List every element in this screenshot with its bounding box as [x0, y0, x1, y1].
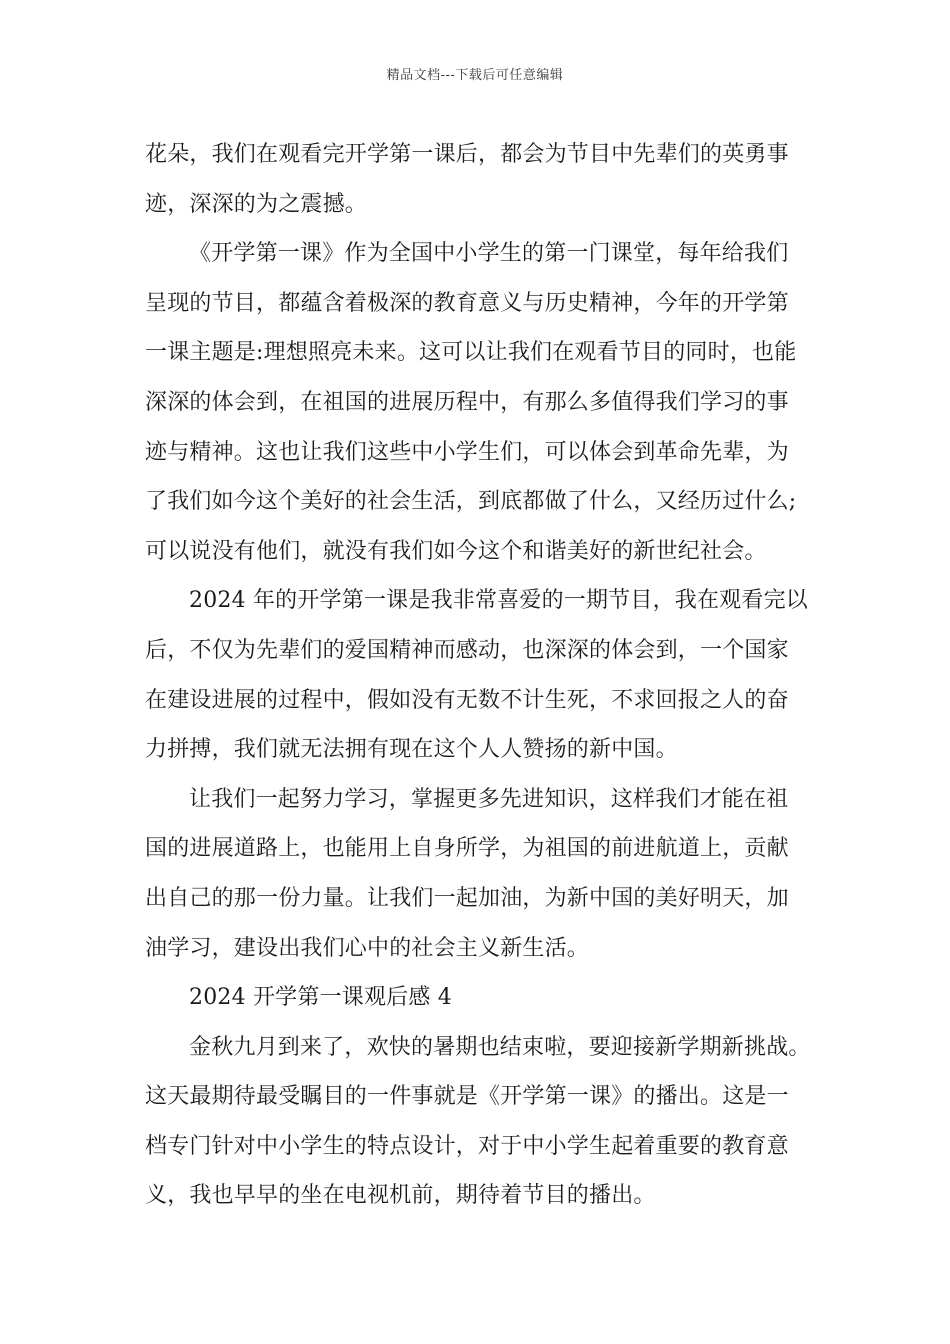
text-line: 迹，深深的为之震撼。 [145, 191, 368, 217]
text-line: 一课主题是:理想照亮未来。这可以让我们在观看节目的同时，也能 [145, 340, 797, 366]
text-line: 花朵，我们在观看完开学第一课后，都会为节目中先辈们的英勇事 [145, 142, 789, 167]
text-line: 这天最期待最受瞩目的一件事就是《开学第一课》的播出。这是一 [145, 1084, 789, 1110]
text-line: 呈现的节目，都蕴含着极深的教育意义与历史精神，今年的开学第 [145, 290, 789, 316]
text-line: 迹与精神。这也让我们这些中小学生们，可以体会到革命先辈，为 [145, 439, 789, 465]
paragraph-start-line: 《开学第一课》作为全国中小学生的第一门课堂，每年给我们 [189, 241, 789, 267]
document-body [145, 130, 815, 1221]
paragraph-start-line: 2024 年的开学第一课是我非常喜爱的一期节目，我在观看完以 [189, 588, 808, 614]
text-line: 出自己的那一份力量。让我们一起加油，为新中国的美好明天，加 [145, 885, 789, 911]
text-line: 深深的体会到，在祖国的进展历程中，有那么多值得我们学习的事 [145, 389, 789, 415]
text-line: 国的进展道路上，也能用上自身所学，为祖国的前进航道上，贡献 [145, 836, 789, 862]
paragraph-start-line: 让我们一起努力学习，掌握更多先进知识，这样我们才能在祖 [189, 786, 789, 812]
section-heading: 2024 开学第一课观后感 4 [189, 985, 452, 1011]
text-line: 了我们如今这个美好的社会生活，到底都做了什么，又经历过什么; [145, 489, 797, 515]
text-line: 可以说没有他们，就没有我们如今这个和谐美好的新世纪社会。 [145, 538, 767, 564]
text-line: 后，不仅为先辈们的爱国精神而感动，也深深的体会到，一个国家 [145, 637, 789, 663]
text-line: 力拼搏，我们就无法拥有现在这个人人赞扬的新中国。 [145, 737, 678, 763]
text-line: 油学习，建设出我们心中的社会主义新生活。 [145, 935, 590, 961]
page-header: 精品文档---下载后可任意编辑 [386, 68, 564, 83]
text-line: 在建设进展的过程中，假如没有无数不计生死，不求回报之人的奋 [145, 687, 789, 713]
text-line: 档专门针对中小学生的特点设计，对于中小学生起着重要的教育意 [145, 1133, 789, 1159]
text-line: 义，我也早早的坐在电视机前，期待着节目的播出。 [145, 1183, 656, 1209]
paragraph-start-line: 金秋九月到来了，欢快的暑期也结束啦，要迎接新学期新挑战。 [189, 1034, 811, 1060]
